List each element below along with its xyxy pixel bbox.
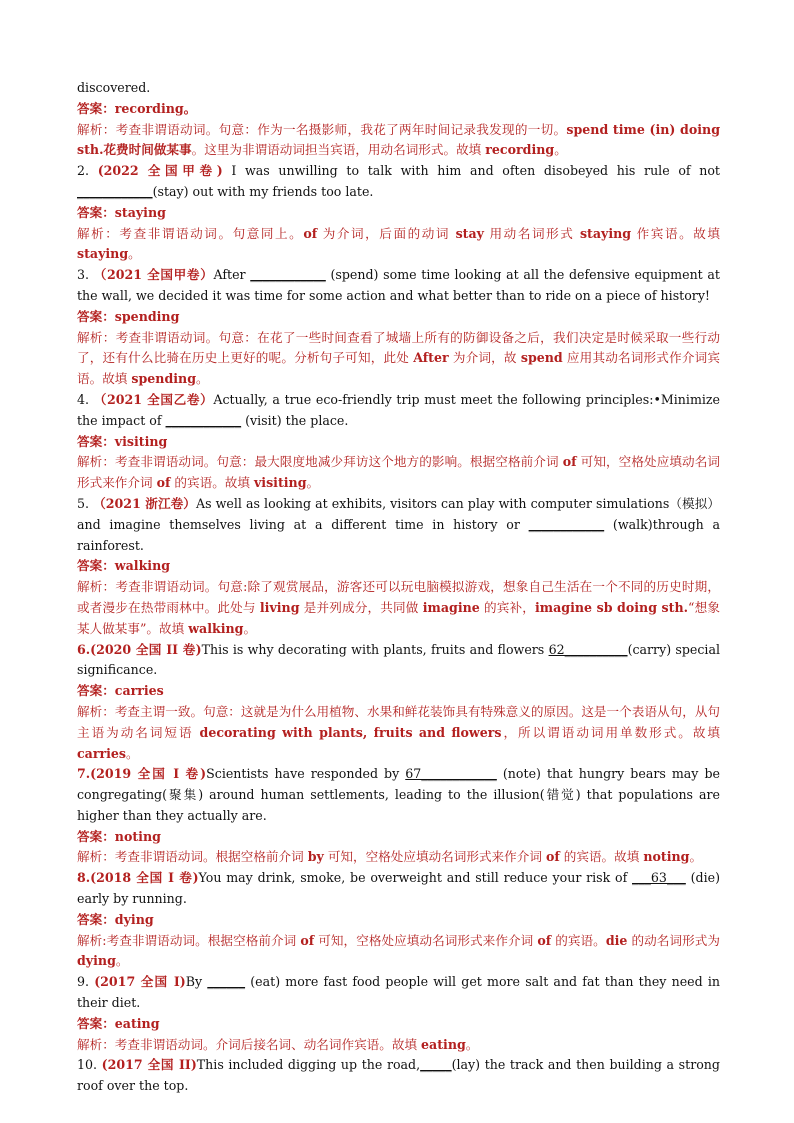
text-segment: 10.	[77, 1057, 102, 1073]
question-block	[77, 972, 720, 1055]
text-segment: By	[185, 974, 208, 990]
text-line	[77, 702, 720, 764]
text-segment: (2017 全国 I)	[94, 974, 186, 990]
text-segment: of	[156, 475, 171, 491]
text-segment: spend	[520, 350, 563, 366]
text-segment: (note) that hungry bears may be congregating(聚集) around human settlements, leading to the illusion(错觉) that populations are higher than they actually are.	[77, 766, 720, 823]
text-segment: spend time (in) doing sth.花费时间做某事	[77, 121, 721, 158]
text-segment: 8.(2018 全国 I 卷)	[77, 870, 199, 886]
text-line	[77, 577, 720, 639]
text-segment: 解析：考查非谓语动词。根据空格前介词	[77, 849, 308, 865]
text-segment: 9.	[77, 974, 95, 990]
text-segment: 的宾语。	[551, 932, 606, 948]
text-segment: 为介词，后面的动词	[317, 225, 456, 241]
text-segment: After	[413, 350, 449, 366]
text-segment: “想象某人做某事”。故填	[77, 599, 720, 636]
text-segment: 7.(2019 全国 I 卷)	[77, 766, 207, 782]
text-segment: spending	[131, 371, 197, 387]
text-segment: 解析：考查非谓语动词。句意：在花了一些时间查看了城墙上所有的防御设备之后，我们决定是时候采取一些行动了，还有什么比骑在历史上更好的呢。分析句子可知，此处	[77, 329, 720, 366]
text-line	[77, 640, 720, 682]
answer-blank: ____________	[528, 516, 605, 532]
text-segment: 。	[465, 1036, 479, 1052]
document-page	[77, 78, 720, 1097]
text-segment: 。	[306, 475, 320, 491]
text-segment: (eat) more fast food people will get more salt and fat than they need in their diet.	[77, 974, 720, 1011]
answer-blank: 67____________	[405, 766, 497, 782]
text-segment: noting	[643, 849, 690, 865]
text-segment: （2021 全国甲卷）	[93, 267, 214, 283]
answer-blank: ____________	[250, 267, 326, 283]
text-segment: 答案：recording。	[77, 100, 197, 116]
text-segment: discovered.	[77, 80, 151, 95]
text-line	[77, 827, 720, 848]
text-line	[77, 120, 720, 162]
text-segment: 解析：考查非谓语动词。句意：最大限度地减少拜访这个地方的影响。根据空格前介词	[77, 454, 563, 470]
text-segment: Scientists have responded by	[206, 766, 406, 782]
text-segment: Actually, a true eco-friendly trip must meet the following principles:•Minimize the impact of	[77, 391, 721, 428]
answer-blank: 62__________	[548, 641, 628, 657]
text-segment: I was unwilling to talk with him and often disobeyed his rule of not	[222, 163, 720, 179]
text-line	[77, 452, 720, 494]
text-line	[77, 910, 720, 931]
text-segment: After	[213, 267, 251, 283]
text-segment: （2021 浙江卷）	[93, 495, 196, 511]
text-segment: 。	[115, 953, 129, 969]
text-segment: 答案：staying	[77, 204, 166, 220]
question-block	[77, 764, 720, 868]
text-segment: 解析：考查非谓语动词。句意：作为一名摄影师，我花了两年时间记录我发现的一切。	[77, 121, 567, 137]
text-segment: 用动名词形式	[483, 225, 580, 241]
text-segment: 的宾补，	[479, 599, 536, 615]
text-segment: of	[300, 932, 315, 948]
text-segment: imagine sb doing sth.	[535, 599, 689, 615]
text-line	[77, 1055, 720, 1097]
text-line	[77, 307, 720, 328]
text-segment: (carry) special significance.	[77, 641, 720, 678]
text-segment: ，所以谓语动词用单数形式。故填	[501, 724, 721, 740]
text-segment: 2.	[77, 163, 98, 179]
text-segment: 应用其动名词形式作介词宾语。故填	[77, 350, 720, 387]
text-segment: staying	[77, 246, 129, 262]
answer-blank: ____________	[77, 183, 153, 199]
text-segment: of	[537, 932, 552, 948]
text-segment: 解析：考查非谓语动词。介词后接名词、动名词作宾语。故填	[77, 1036, 422, 1052]
text-line	[77, 265, 720, 307]
text-line	[77, 972, 720, 1014]
text-segment: (die) early by running.	[77, 870, 720, 907]
text-segment: 。	[554, 142, 567, 158]
text-segment: dying	[77, 953, 116, 969]
text-segment: 。	[126, 745, 139, 761]
text-line	[77, 328, 720, 390]
text-segment: 解析：考查非谓语动词。句意:除了观赏展品，游客还可以玩电脑模拟游戏，想象自己生活在一个不同的历史时期，或者漫步在热带雨林中。此处与	[77, 579, 720, 615]
text-segment: (lay) the track and then building a strong roof over the top.	[77, 1057, 720, 1094]
text-segment: staying	[579, 225, 632, 241]
text-segment: 的宾语。故填	[170, 475, 254, 491]
text-segment: 答案：noting	[77, 828, 161, 844]
text-segment: carries	[77, 745, 126, 761]
text-segment: 的动名词形式为	[627, 932, 720, 948]
text-segment: 可知，空格处应填动名词形式来作介词	[77, 454, 720, 491]
text-line	[77, 99, 720, 120]
text-segment: 。	[128, 246, 141, 262]
text-line	[77, 494, 720, 556]
text-segment: 3.	[77, 267, 94, 283]
text-segment: stay	[455, 225, 484, 241]
text-segment: (2017 全国 II)	[101, 1057, 197, 1073]
answer-blank: ____________	[165, 412, 242, 428]
question-block	[77, 1055, 720, 1097]
text-segment: 解析：考查主谓一致。句意：这就是为什么用植物、水果和鲜花装饰具有特殊意义的原因。这是一个表语从句，从句主语为动名词短语	[77, 703, 720, 740]
text-segment: decorating with plants, fruits and flowers	[199, 724, 502, 740]
text-segment: of	[545, 849, 560, 865]
text-segment: (visit) the place.	[241, 412, 349, 428]
text-segment: die	[605, 932, 628, 948]
text-segment: by	[307, 849, 324, 865]
text-segment: visiting	[253, 475, 307, 491]
text-segment: 答案：walking	[77, 558, 171, 574]
text-line	[77, 681, 720, 702]
text-segment: 答案：carries	[77, 683, 164, 699]
text-line	[77, 1014, 720, 1035]
question-block	[77, 161, 720, 265]
text-segment: eating	[421, 1036, 466, 1052]
text-segment: 。	[196, 371, 209, 387]
text-segment: 。这里为非谓语动词担当宾语，用动名词形式。故填	[191, 142, 486, 158]
text-segment: 5.	[77, 495, 94, 511]
text-segment: imagine	[422, 599, 480, 615]
text-line	[77, 556, 720, 577]
text-segment: (2022 全国甲卷)	[97, 163, 223, 179]
text-segment: living	[259, 599, 300, 615]
question-block	[77, 494, 720, 640]
text-segment: 答案：spending	[77, 308, 180, 324]
text-segment: 解析：考查非谓语动词。句意同上。	[77, 225, 304, 241]
text-line	[77, 868, 720, 910]
text-segment: This included digging up the road,	[196, 1057, 421, 1073]
text-segment: 作宾语。故填	[631, 225, 720, 241]
text-segment: 答案：dying	[77, 911, 154, 927]
text-segment: (spend) some time looking at all the defensive equipment at the wall, we decided it was time for some action and what better than to ride on a piece of history!	[77, 267, 720, 303]
text-segment: 解析:考查非谓语动词。根据空格前介词	[77, 932, 301, 948]
text-line	[77, 161, 720, 203]
answer-blank: _____	[420, 1057, 452, 1073]
text-segment: (stay) out with my friends too late.	[152, 183, 374, 199]
answer-blank: ___63___	[632, 870, 686, 886]
text-segment: 答案：eating	[77, 1015, 160, 1031]
text-line	[77, 224, 720, 266]
text-line	[77, 203, 720, 224]
text-line	[77, 432, 720, 453]
text-line	[77, 847, 720, 868]
text-segment: 。	[689, 849, 703, 865]
text-segment: 为介词，故	[448, 350, 521, 366]
text-segment: As well as looking at exhibits, visitors can play with computer simulations（模拟）and imagine themselves living at a different time in history or	[77, 495, 720, 532]
text-segment: 。	[243, 620, 257, 636]
text-line	[77, 1035, 720, 1056]
text-segment: (walk)through a rainforest.	[77, 516, 720, 553]
text-segment: of	[562, 454, 577, 470]
question-block	[77, 78, 720, 161]
text-segment: This is why decorating with plants, fruits and flowers	[201, 641, 549, 657]
text-segment: 是并列成分，共同做	[299, 599, 423, 615]
answer-blank: ______	[207, 974, 246, 990]
question-block	[77, 640, 720, 765]
question-block	[77, 265, 720, 390]
question-block	[77, 868, 720, 972]
text-segment: 可知，空格处应填动名词形式来作介词	[314, 932, 538, 948]
text-segment: 4.	[77, 391, 94, 407]
text-line	[77, 78, 720, 99]
text-segment: 6.(2020 全国 II 卷)	[77, 641, 202, 657]
text-line	[77, 390, 720, 432]
text-segment: recording	[485, 142, 555, 158]
question-block	[77, 390, 720, 494]
text-segment: （2021 全国乙卷）	[93, 391, 214, 407]
text-segment: 可知，空格处应填动名词形式来作介词	[323, 849, 546, 865]
text-segment: 的宾语。故填	[559, 849, 644, 865]
text-segment: You may drink, smoke, be overweight and still reduce your risk of	[198, 870, 633, 886]
text-line	[77, 931, 720, 973]
text-segment: 答案：visiting	[77, 433, 168, 449]
text-segment: walking	[188, 620, 244, 636]
text-segment: of	[303, 225, 318, 241]
text-line	[77, 764, 720, 826]
